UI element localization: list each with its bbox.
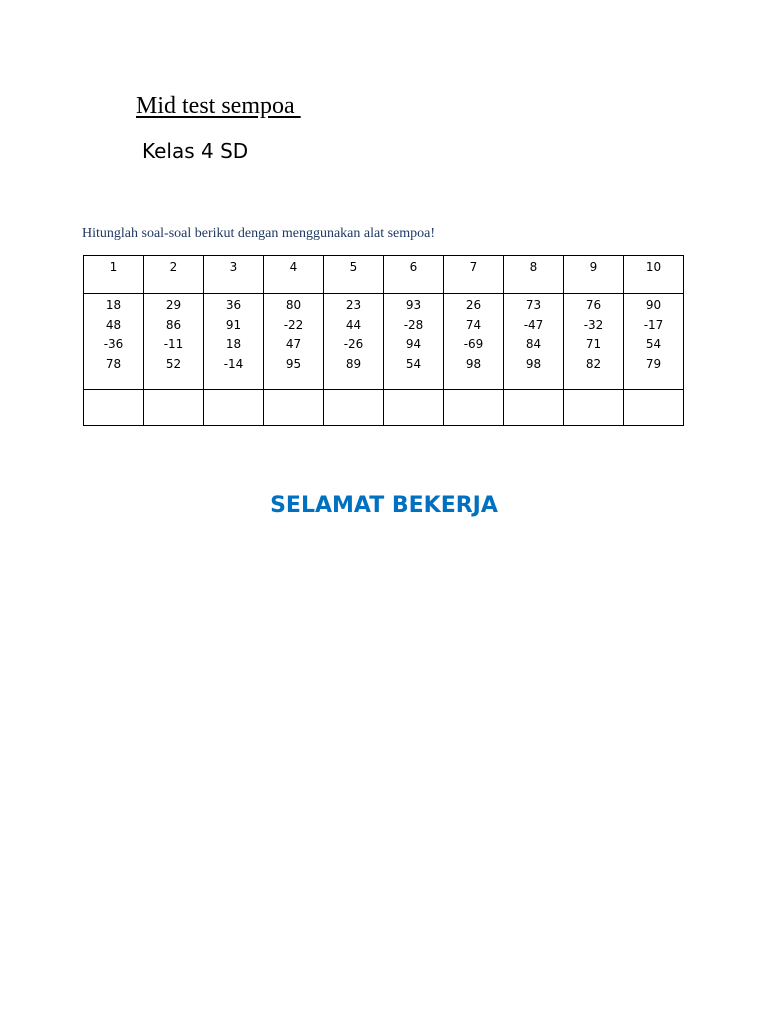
problem-cell [624,294,684,390]
answer-row [84,390,684,426]
problem-number: 80 [285,298,302,312]
problem-number: 18 [225,337,242,351]
problem-number: 54 [405,356,422,371]
question-number-cell: 6 [384,256,444,294]
problem-number: 90 [645,298,662,312]
problem-number: -36 [103,337,124,351]
question-number-cell: 8 [504,256,564,294]
problem-number: 73 [525,298,542,312]
problem-cell [264,294,324,390]
problem-cell [384,294,444,390]
answer-cell[interactable] [264,390,324,426]
problem-number: -17 [643,317,664,332]
problem-number: 93 [405,298,422,312]
problem-cell [564,294,624,390]
problem-number: 71 [585,337,602,351]
problem-number: 18 [105,298,122,312]
problem-number: 95 [285,356,302,371]
closing-message: SELAMAT BEKERJA [270,493,498,518]
problem-number: 98 [465,356,482,371]
problem-number: 47 [285,337,302,351]
problem-table [83,255,684,426]
answer-cell[interactable] [564,390,624,426]
problem-number: -26 [343,337,364,351]
answer-cell[interactable] [504,390,564,426]
problem-cell [444,294,504,390]
problem-number: -11 [163,337,184,351]
answer-cell[interactable] [624,390,684,426]
question-number-cell: 7 [444,256,504,294]
problem-number: 44 [345,317,362,332]
problem-number: -69 [463,337,484,351]
question-number-cell: 9 [564,256,624,294]
answer-cell[interactable] [444,390,504,426]
question-number-cell: 10 [624,256,684,294]
problem-number: -47 [523,317,544,332]
problem-number: 98 [525,356,542,371]
problem-number: -14 [223,356,244,371]
problem-cell [504,294,564,390]
problem-number: 78 [105,356,122,371]
question-number-cell: 5 [324,256,384,294]
problem-number: 89 [345,356,362,371]
class-label: Kelas 4 SD [142,139,249,163]
problem-number: 94 [405,337,422,351]
problem-row [84,294,684,390]
problem-number: 26 [465,298,482,312]
problem-number: -22 [283,317,304,332]
problem-number: 23 [345,298,362,312]
problem-number: 36 [225,298,242,312]
answer-cell[interactable] [324,390,384,426]
question-number-cell: 3 [204,256,264,294]
problem-number: 86 [165,317,182,332]
problem-cell [144,294,204,390]
instruction-text: Hitunglah soal-soal berikut dengan menggunakan alat sempoa! [82,226,436,241]
problem-number: 54 [645,337,662,351]
problem-number: -32 [583,317,604,332]
worksheet-title: Mid test sempoa [136,93,301,119]
question-number-cell: 4 [264,256,324,294]
answer-cell[interactable] [84,390,144,426]
answer-cell[interactable] [384,390,444,426]
answer-cell[interactable] [204,390,264,426]
problem-cell [204,294,264,390]
problem-number: -28 [403,317,424,332]
problem-number: 48 [105,317,122,332]
problem-number: 74 [465,317,482,332]
question-number-cell: 1 [84,256,144,294]
problem-number: 52 [165,356,182,371]
problem-number: 91 [225,317,242,332]
problem-number: 82 [585,356,602,371]
question-number-row [84,256,684,294]
problem-number: 29 [165,298,182,312]
problem-number: 84 [525,337,542,351]
problem-number: 76 [585,298,602,312]
problem-cell [324,294,384,390]
answer-cell[interactable] [144,390,204,426]
problem-cell [84,294,144,390]
question-number-cell: 2 [144,256,204,294]
problem-number: 79 [645,356,662,371]
